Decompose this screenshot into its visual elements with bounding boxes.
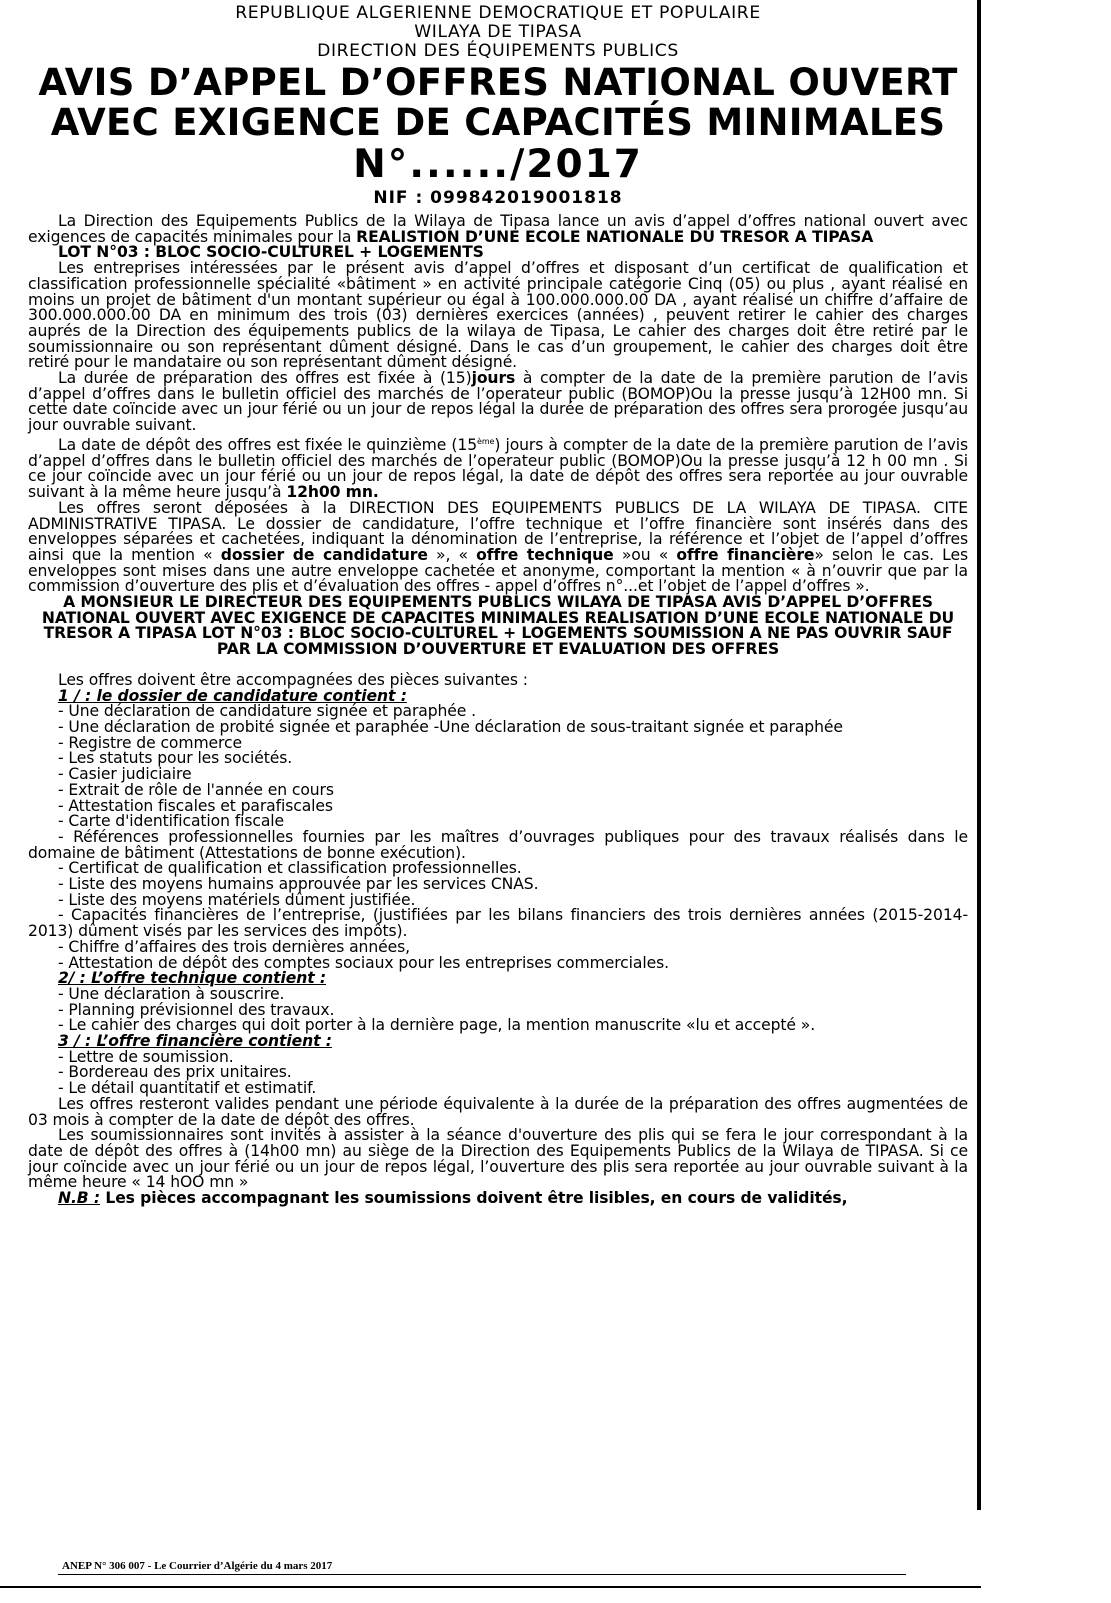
notice-title-line1: AVIS D’APPEL D’OFFRES NATIONAL OUVERT [38,61,958,104]
list-item: - Le détail quantitatif et estimatif. [58,1079,317,1098]
publication-footer: ANEP N° 306 007 - Le Courrier d’Algérie du 4 mars 2017 [62,1560,333,1572]
list-item: - Casier judiciaire [58,765,192,784]
header-direction: DIRECTION DES ÉQUIPEMENTS PUBLICS [317,41,679,61]
candidature-list [28,704,968,971]
list-item: - Attestation de dépôt des comptes sociaux pour les entreprises commerciales. [58,953,669,972]
intro-text: La Direction des Equipements Publics de la Wilaya de Tipasa lance un avis d’appel d’offres national ouvert avec exigences de capacités minimales pour la [28,212,968,246]
mention-technique: offre technique [476,545,614,564]
list-item: - Carte d'identification fiscale [58,812,285,831]
deposit-time: 12h00 mn. [286,483,379,502]
lot-line: LOT N°03 : BLOC SOCIO-CULTUREL + LOGEMENTS [58,243,484,262]
list-item: - Liste des moyens matériels dûment justifiée. [58,890,416,909]
project-name: REALISTION D’UNE ECOLE NATIONALE DU TRESOR A TIPASA [356,227,874,246]
deposit-date-paragraph [28,434,968,501]
duration-paragraph [28,371,968,434]
list-item: - Extrait de rôle de l'année en cours [58,780,334,799]
list-item: - Chiffre d’affaires des trois dernières années, [58,937,410,956]
list-item: - Une déclaration à souscrire. [58,984,285,1003]
submission-sep-1: », « [427,545,477,564]
financiere-list [28,1047,968,1098]
notice-title-line2: AVEC EXIGENCE DE CAPACITÉS MINIMALES [50,101,946,144]
nif: NIF : 099842019001818 [373,188,623,208]
duration-text-b: à compter de la date de la première parution de l’avis d’appel d’offres dans le bulletin officiel des marchés de l’operateur public (BOMOP)Ou la presse jusqu’à 12H00 mn. Si cette date coïncide avec un jour férié ou un jour de repos légal la durée de préparation des offres sera prorogée jusqu’au jour ouvrable suivant. [28,369,969,435]
list-item: - Certificat de qualification et classification professionnelles. [58,859,522,878]
list-item: - Références professionnelles fournies par les maîtres d’ouvrages publiques pour des travaux réalisés dans le domaine de bâtiment (Attestations de bonne exécution). [28,827,968,862]
list-item: - Registre de commerce [58,733,242,752]
list-item: - Liste des moyens humains approuvée par les services CNAS. [58,875,539,894]
section-financiere-title: 3 / : L’offre financière contient : [58,1032,332,1051]
list-item: - Le cahier des charges qui doit porter à la dernière page, la mention manuscrite «lu et accepté ». [58,1016,816,1035]
nb-paragraph [28,1191,968,1207]
technique-list [28,984,968,1035]
eligibility-paragraph: Les entreprises intéressées par le présent avis d’appel d’offres et disposant d’un certificat de qualification et classification professionnelle spécialité «bâtiment » en activité principale catégorie Cinq (05) ou plus , ayant réalisé en moins un projet de bâtiment d'un montant supérieur ou égal à 100.000.000.00 DA , ayant réalisé un chiffre d’affaire de 300.000.000.00 DA en minimum des trois (03) dernières exercices (années) , peuvent retirer le cahier des charges auprés de la Direction des équipements publics de la wilaya de Tipasa, Le cahier des charges doit être retiré par le soumissionnaire ou son représentant dûment désigné. Dans le cas d’un groupement, le cahier des charges doit être retiré pour le mandataire ou son représentant dûment désigné. [28,259,968,372]
deposit-text-b: ) jours à compter de la date de la première parution de l’avis d’appel d’offres dans le bulletin officiel des marchés de l’operateur public (BOMOP)Ou la presse jusqu’à 12 h 00 mn . Si ce jour coïncide avec un jour férié ou un jour de repos légal, la date de dépôt des offres sera reportée au jour ouvrable suivant à la même heure jusqu’à [28,436,968,502]
submission-text-b: » selon le cas. Les enveloppes sont mises dans une autre enveloppe cachetée et anonyme, comportant la mention « à n’ouvrir que par la commission d’ouverture des plis et d’évaluation des offres - appel d’offres n°...et l’objet de l’appel d’offres ». [28,545,968,596]
notice [28,4,968,1207]
footer-rule [58,1574,906,1575]
column-rule-right [977,0,981,1510]
list-item: - Une déclaration de candidature signée et paraphée . [58,702,476,721]
list-item: - Attestation fiscales et parafiscales [58,796,333,815]
bottom-rule [0,1586,981,1588]
nb-text: Les pièces accompagnant les soumissions doivent être lisibles, en cours de validités, [100,1189,848,1208]
list-item: - Bordereau des prix unitaires. [58,1063,292,1082]
envelope-address: A MONSIEUR LE DIRECTEUR DES EQUIPEMENTS PUBLICS WILAYA DE TIPASA AVIS D’APPEL D’OFFRES NATIONAL OUVERT AVEC EXIGENCE DE CAPACITES MINIMALES REALISATION D’UNE ECOLE NATIONALE DU TRESOR A TIPASA LOT N°03 : BLOC SOCIO-CULTUREL + LOGEMENTS SOUMISSION A NE PAS OUVRIR SAUF PAR LA COMMISSION D’OUVERTURE ET EVALUATION DES OFFRES [41,593,955,659]
nb-label: N.B : [58,1189,101,1208]
duration-text-a: La durée de préparation des offres est fixée à (15) [58,369,472,388]
notice-number: N°....../2017 [353,142,643,187]
list-item: - Capacités financières de l’entreprise, (justifiées par les bilans financiers des trois dernières années (2015-2014-2013) dûment visés par les services des impôts). [28,906,968,941]
list-item: - Lettre de soumission. [58,1047,234,1066]
notice-body [28,214,968,1207]
mention-candidature: dossier de candidature [220,545,428,564]
list-item: - Les statuts pour les sociétés. [58,749,293,768]
section-technique-title: 2/ : L’offre technique contient : [58,969,327,988]
list-item: - Planning prévisionnel des travaux. [58,1000,335,1019]
duration-days: jours [471,369,516,388]
validity-paragraph: Les offres resteront valides pendant une période équivalente à la durée de la préparation des offres augmentées de 03 mois à compter de la date de dépôt des offres. [28,1094,968,1129]
header-republic: REPUBLIQUE ALGERIENNE DEMOCRATIQUE ET POPULAIRE [235,3,761,23]
deposit-text-a: La date de dépôt des offres est fixée le quinzième (15 [58,436,478,455]
submission-sep-2: »ou « [613,545,677,564]
opening-paragraph: Les soumissionnaires sont invités à assister à la séance d'ouverture des plis qui se fera le jour correspondant à la date de dépôt des offres à (14h00 mn) au siège de la Direction des Equipements Publics de la Wilaya de TIPASA. Si ce jour coïncide avec un jour férié ou un jour de repos légal, l’ouverture des plis sera reportée au jour ouvrable suivant à la même heure « 14 hOO mn » [28,1126,968,1192]
list-item: - Une déclaration de probité signée et paraphée -Une déclaration de sous-traitant signée et paraphée [58,717,843,736]
mention-financiere: offre financière [676,545,815,564]
required-documents-intro: Les offres doivent être accompagnées des pièces suivantes : [58,670,528,689]
submission-text-a: Les offres seront déposées à la DIRECTION DES EQUIPEMENTS PUBLICS DE LA WILAYA DE TIPASA. CITE ADMINISTRATIVE TIPASA. Le dossier de candidature, l’offre technique et l’offre financière sont insérés dans des enveloppes séparées et cachetées, indiquant la dénomination de l’entreprise, la référence et l’objet de l’appel d’offres ainsi que la mention « [28,498,968,564]
section-candidature-title: 1 / : le dossier de candidature contient : [58,686,407,705]
submission-paragraph [28,498,968,596]
header-wilaya: WILAYA DE TIPASA [414,22,582,42]
intro-paragraph [28,214,968,245]
deposit-sup: ème [477,436,495,446]
